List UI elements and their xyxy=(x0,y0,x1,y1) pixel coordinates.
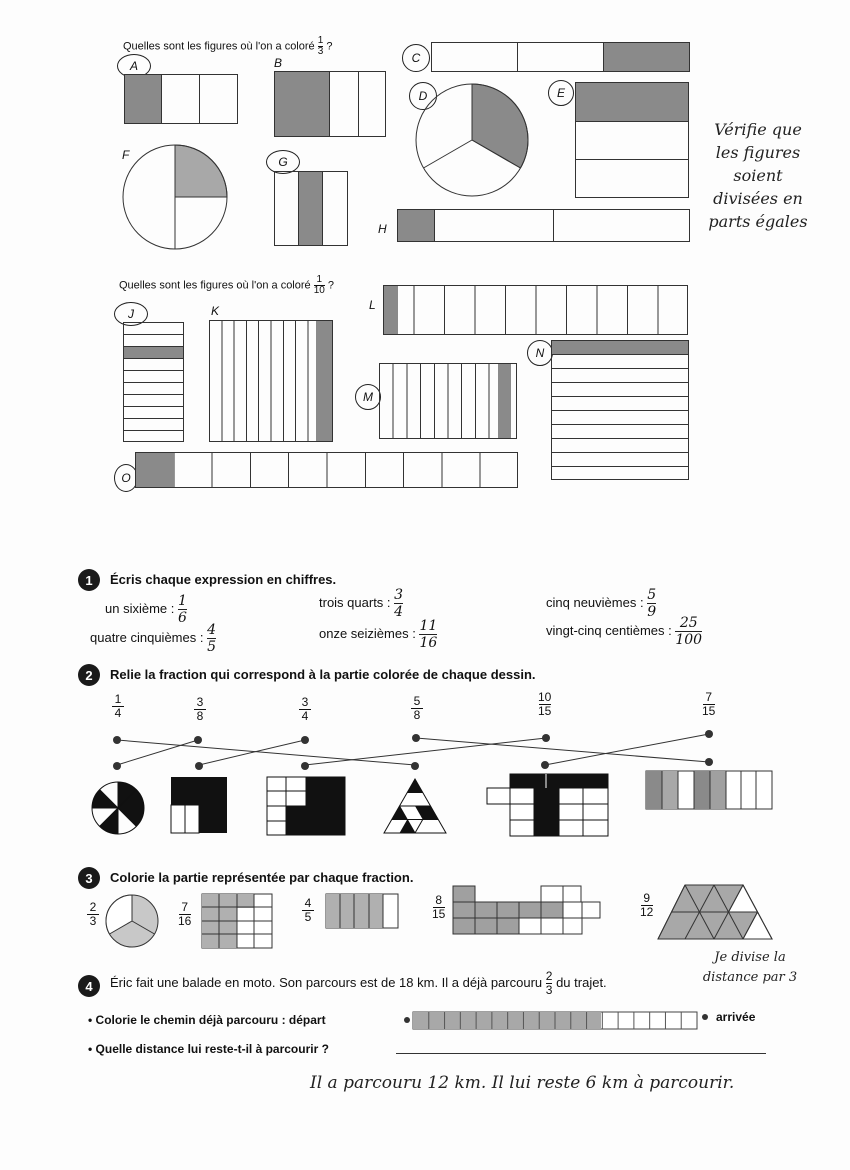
label-a: A xyxy=(117,54,151,78)
dot-bottom-6[interactable] xyxy=(705,758,713,766)
dot-bottom-2[interactable] xyxy=(195,762,203,770)
dot-bottom-1[interactable] xyxy=(113,762,121,770)
label-d: D xyxy=(409,82,437,110)
ex3-drawing-steps xyxy=(452,885,602,935)
ex3-drawing-circle-thirds xyxy=(104,893,160,949)
ex3-fraction-9-12: 9 12 xyxy=(640,891,654,919)
ex2-drawing-triangle xyxy=(382,777,448,835)
label-e: E xyxy=(548,80,574,106)
exercise-3-title: Colorie la partie représentée par chaque fraction. xyxy=(110,870,414,885)
ex1-item-cinq-neuviemes: cinq neuvièmes : $\frac{5}{9}$ xyxy=(546,587,657,620)
ex2-drawing-grid-3-4 xyxy=(266,776,346,836)
ex3-fraction-4-5: 4 5 xyxy=(302,897,314,924)
exercise-1-title: Écris chaque expression en chiffres. xyxy=(110,572,337,587)
label-c: C xyxy=(402,44,430,72)
label-m: M xyxy=(355,384,381,410)
ex2-fraction-3-4: 3 4 xyxy=(299,696,311,723)
ex3-fraction-2-3: 2 3 xyxy=(87,901,99,928)
ex3-fraction-8-15: 8 15 xyxy=(432,893,446,921)
fraction-one-tenth: $\frac{1}{10}$ xyxy=(313,274,325,296)
label-l: L xyxy=(369,298,376,312)
ex3-fraction-7-16: 7 16 xyxy=(178,900,192,928)
exercise-number-2: 2 xyxy=(78,664,100,686)
handwritten-note-equal-parts: Vérifie que les figures soient divisées en parts égales xyxy=(708,120,808,231)
label-h: H xyxy=(378,222,387,236)
dot-bottom-4[interactable] xyxy=(411,762,419,770)
dot-bottom-5[interactable] xyxy=(541,761,549,769)
dot-top-6[interactable] xyxy=(705,730,713,738)
ex1-item-un-sixieme: un sixième : $\frac{1}{6}$ xyxy=(105,593,187,626)
label-b: B xyxy=(274,56,283,70)
exercise-number-1: 1 xyxy=(78,569,100,591)
ex3-drawing-trapezoid xyxy=(656,883,774,941)
ex2-drawing-circle-eighths xyxy=(90,780,146,836)
ex2-fraction-5-8: 5 8 xyxy=(411,695,423,722)
question-one-tenth: Quelles sont les figures où l'on a coloré $\frac{1}{10}$ ? xyxy=(119,274,335,296)
dot-bottom-3[interactable] xyxy=(301,762,309,770)
question-one-third: Quelles sont les figures où l'on a coloré $\frac{1}{3}$ ? xyxy=(123,35,333,57)
ex1-item-vingt-cinq-centiemes: vingt-cinq centièmes : $\frac{25}{100}$ xyxy=(546,615,703,648)
ex2-fraction-3-8: 3 8 xyxy=(194,696,206,723)
fraction-one-third: $\frac{1}{3}$ xyxy=(317,35,324,57)
exercise-number-4: 4 xyxy=(78,975,100,997)
ex3-drawing-fifths xyxy=(325,893,399,929)
ex2-drawing-bars xyxy=(645,770,773,810)
label-k: K xyxy=(211,304,220,318)
answer-line[interactable] xyxy=(396,1053,766,1054)
ex1-item-trois-quarts: trois quarts : $\frac{3}{4}$ xyxy=(319,587,404,620)
end-dot xyxy=(702,1014,708,1020)
exercise-2-title: Relie la fraction qui correspond à la partie colorée de chaque dessin. xyxy=(110,667,536,682)
dot-top-2[interactable] xyxy=(194,736,202,744)
exercise-4-statement: Éric fait une balade en moto. Son parcours est de 18 km. Il a déjà parcouru $\frac{2}{3}$ du trajet. xyxy=(110,969,607,997)
ex4-path-bar[interactable] xyxy=(412,1011,700,1031)
dot-top-1[interactable] xyxy=(113,736,121,744)
ex2-drawing-square-3-of-4 xyxy=(170,776,228,834)
label-j: J xyxy=(114,302,148,326)
label-o: O xyxy=(114,464,138,492)
ex3-drawing-grid-16 xyxy=(201,893,273,949)
ex2-drawing-t-shape xyxy=(486,773,610,837)
ex4-line-colorie: • Colorie le chemin déjà parcouru : départ xyxy=(88,1013,326,1027)
exercise-number-3: 3 xyxy=(78,867,100,889)
ex2-fraction-1-4: 1 4 xyxy=(112,693,124,720)
dot-top-5[interactable] xyxy=(542,734,550,742)
label-n: N xyxy=(527,340,553,366)
dot-top-3[interactable] xyxy=(301,736,309,744)
handwritten-side-note: Je divise la distance par 3 xyxy=(702,950,798,985)
ex1-item-quatre-cinquiemes: quatre cinquièmes : $\frac{4}{5}$ xyxy=(90,622,216,655)
label-g: G xyxy=(266,150,300,174)
dot-top-4[interactable] xyxy=(412,734,420,742)
start-dot xyxy=(404,1017,410,1023)
label-f: F xyxy=(122,148,130,162)
handwritten-answer: Il a parcouru 12 km. Il lui reste 6 km à parcourir. xyxy=(310,1073,735,1093)
ex4-arrivee-label: arrivée xyxy=(716,1010,756,1024)
ex2-fraction-10-15: 10 15 xyxy=(538,690,552,718)
ex2-fraction-7-15: 7 15 xyxy=(702,690,716,718)
ex4-line-distance: • Quelle distance lui reste-t-il à parcourir ? xyxy=(88,1042,329,1056)
ex1-item-onze-seiziemes: onze seizièmes : $\frac{11}{16}$ xyxy=(319,618,438,651)
ex4-fraction-2-3: $\frac{2}{3}$ xyxy=(545,969,553,997)
